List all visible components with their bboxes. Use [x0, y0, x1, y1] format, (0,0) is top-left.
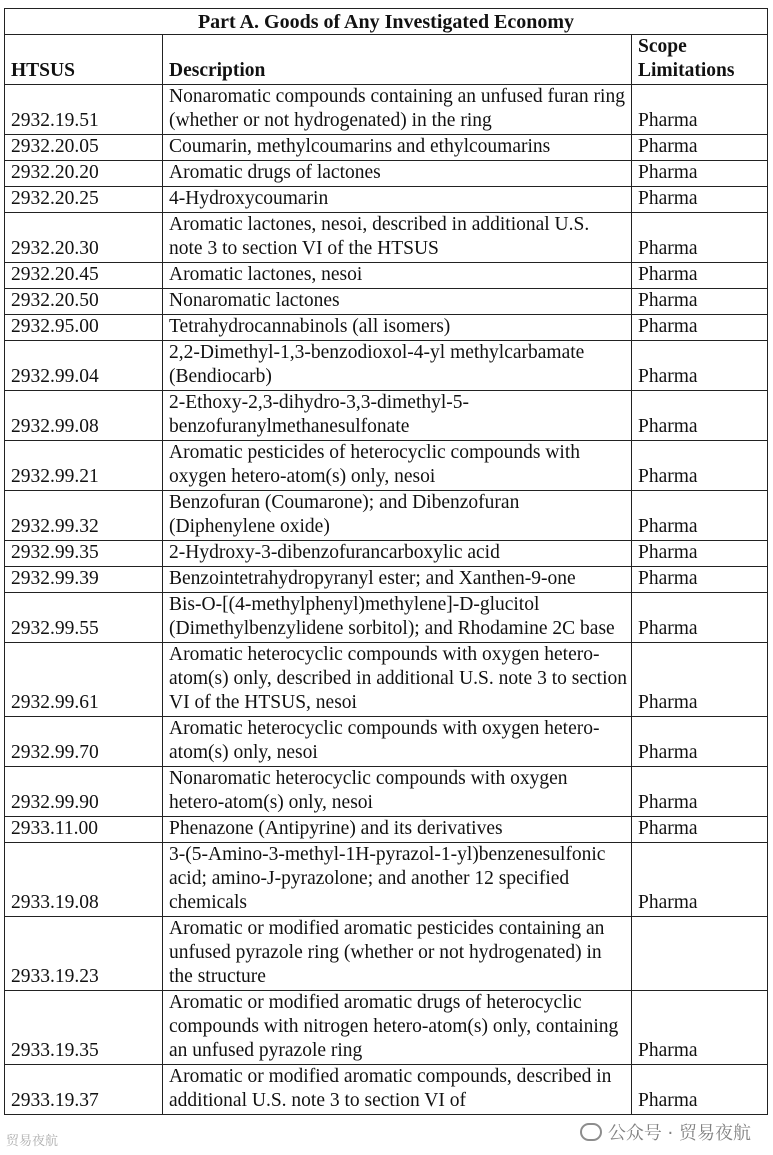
table-title: Part A. Goods of Any Investigated Economy [5, 9, 768, 35]
table-row [5, 767, 768, 817]
description-cell: Coumarin, methylcoumarins and ethylcoumarins [163, 135, 632, 161]
htsus-code-cell: 2932.99.21 [5, 441, 163, 491]
table-row [5, 491, 768, 541]
scope-cell: Pharma [632, 187, 768, 213]
table-row [5, 991, 768, 1065]
scope-cell: Pharma [632, 717, 768, 767]
htsus-code-cell: 2932.20.45 [5, 263, 163, 289]
header-scope-line1: Scope [638, 36, 687, 57]
table-row [5, 341, 768, 391]
htsus-code-cell: 2932.20.30 [5, 213, 163, 263]
description-cell: Aromatic or modified aromatic drugs of heterocyclic compounds with nitrogen hetero-atom(s) only, containing an unfused pyrazole ring [163, 991, 632, 1065]
table-row [5, 1065, 768, 1115]
htsus-code-cell: 2932.19.51 [5, 85, 163, 135]
scope-cell: Pharma [632, 843, 768, 917]
description-cell: 3-(5-Amino-3-methyl-1H-pyrazol-1-yl)benzenesulfonic acid; amino-J-pyrazolone; and another 12 specified chemicals [163, 843, 632, 917]
htsus-code-cell: 2933.19.23 [5, 917, 163, 991]
description-cell: Nonaromatic heterocyclic compounds with oxygen hetero-atom(s) only, nesoi [163, 767, 632, 817]
htsus-code-cell: 2932.20.50 [5, 289, 163, 315]
description-cell: Benzointetrahydropyranyl ester; and Xanthen-9-one [163, 567, 632, 593]
table-row [5, 441, 768, 491]
scope-cell [632, 917, 768, 991]
table-row [5, 391, 768, 441]
table-row [5, 315, 768, 341]
scope-cell: Pharma [632, 491, 768, 541]
htsus-code-cell: 2932.20.05 [5, 135, 163, 161]
htsus-table [4, 8, 768, 1115]
description-cell: 2-Ethoxy-2,3-dihydro-3,3-dimethyl-5- benzofuranylmethanesulfonate [163, 391, 632, 441]
htsus-code-cell: 2932.99.08 [5, 391, 163, 441]
table-row [5, 187, 768, 213]
watermark-wechat [580, 1119, 751, 1145]
description-cell: Aromatic lactones, nesoi, described in additional U.S. note 3 to section VI of the HTSUS [163, 213, 632, 263]
table-row [5, 817, 768, 843]
description-cell: 4-Hydroxycoumarin [163, 187, 632, 213]
htsus-code-cell: 2932.99.70 [5, 717, 163, 767]
htsus-code-cell: 2932.99.35 [5, 541, 163, 567]
htsus-code-cell: 2932.20.25 [5, 187, 163, 213]
table-title-row [5, 9, 768, 35]
scope-cell: Pharma [632, 263, 768, 289]
table-header-row [5, 35, 768, 85]
header-htsus: HTSUS [5, 35, 163, 85]
header-scope-limitations [632, 35, 768, 85]
description-cell: 2-Hydroxy-3-dibenzofurancarboxylic acid [163, 541, 632, 567]
scope-cell: Pharma [632, 593, 768, 643]
description-cell: Aromatic pesticides of heterocyclic compounds with oxygen hetero-atom(s) only, nesoi [163, 441, 632, 491]
htsus-code-cell: 2933.19.35 [5, 991, 163, 1065]
table-row [5, 717, 768, 767]
description-cell: Benzofuran (Coumarone); and Dibenzofuran (Diphenylene oxide) [163, 491, 632, 541]
table-row [5, 917, 768, 991]
wechat-icon [580, 1123, 602, 1141]
htsus-code-cell: 2932.99.90 [5, 767, 163, 817]
scope-cell: Pharma [632, 161, 768, 187]
header-scope-line2: Limitations [638, 60, 735, 81]
description-cell: Bis-O-[(4-methylphenyl)methylene]-D-glucitol (Dimethylbenzylidene sorbitol); and Rhodamine 2C base [163, 593, 632, 643]
table-row [5, 263, 768, 289]
table-row [5, 843, 768, 917]
table-row [5, 643, 768, 717]
watermark-text: 公众号 · 贸易夜航 [607, 1123, 751, 1144]
table-row [5, 289, 768, 315]
scope-cell: Pharma [632, 991, 768, 1065]
scope-cell: Pharma [632, 289, 768, 315]
htsus-code-cell: 2932.99.61 [5, 643, 163, 717]
header-description: Description [163, 35, 632, 85]
table-row [5, 541, 768, 567]
scope-cell: Pharma [632, 135, 768, 161]
scope-cell: Pharma [632, 391, 768, 441]
scope-cell: Pharma [632, 1065, 768, 1115]
scope-cell: Pharma [632, 441, 768, 491]
description-cell: Aromatic or modified aromatic pesticides containing an unfused pyrazole ring (whether or not hydrogenated) in the structure [163, 917, 632, 991]
table-row [5, 161, 768, 187]
description-cell: Aromatic heterocyclic compounds with oxygen hetero-atom(s) only, nesoi [163, 717, 632, 767]
htsus-code-cell: 2932.20.20 [5, 161, 163, 187]
htsus-code-cell: 2933.11.00 [5, 817, 163, 843]
description-cell: Aromatic heterocyclic compounds with oxygen hetero-atom(s) only, described in additional U.S. note 3 to section VI of the HTSUS, nesoi [163, 643, 632, 717]
table-body [5, 85, 768, 1115]
htsus-code-cell: 2933.19.37 [5, 1065, 163, 1115]
table-row [5, 85, 768, 135]
description-cell: Aromatic lactones, nesoi [163, 263, 632, 289]
description-cell: Nonaromatic lactones [163, 289, 632, 315]
scope-cell: Pharma [632, 213, 768, 263]
htsus-code-cell: 2932.99.32 [5, 491, 163, 541]
description-cell: 2,2-Dimethyl-1,3-benzodioxol-4-yl methylcarbamate (Bendiocarb) [163, 341, 632, 391]
description-cell: Aromatic or modified aromatic compounds, described in additional U.S. note 3 to section VI of [163, 1065, 632, 1115]
table-row [5, 593, 768, 643]
scope-cell: Pharma [632, 817, 768, 843]
description-cell: Aromatic drugs of lactones [163, 161, 632, 187]
table-row [5, 567, 768, 593]
htsus-code-cell: 2932.99.04 [5, 341, 163, 391]
scope-cell: Pharma [632, 341, 768, 391]
table-row [5, 213, 768, 263]
scope-cell: Pharma [632, 85, 768, 135]
htsus-code-cell: 2932.95.00 [5, 315, 163, 341]
htsus-code-cell: 2932.99.55 [5, 593, 163, 643]
description-cell: Nonaromatic compounds containing an unfused furan ring (whether or not hydrogenated) in the ring [163, 85, 632, 135]
watermark-corner: 贸易夜航 [6, 1134, 59, 1149]
htsus-code-cell: 2933.19.08 [5, 843, 163, 917]
scope-cell: Pharma [632, 315, 768, 341]
description-cell: Phenazone (Antipyrine) and its derivatives [163, 817, 632, 843]
htsus-code-cell: 2932.99.39 [5, 567, 163, 593]
table-row [5, 135, 768, 161]
scope-cell: Pharma [632, 767, 768, 817]
scope-cell: Pharma [632, 643, 768, 717]
scope-cell: Pharma [632, 567, 768, 593]
document-page [4, 8, 767, 1115]
description-cell: Tetrahydrocannabinols (all isomers) [163, 315, 632, 341]
scope-cell: Pharma [632, 541, 768, 567]
